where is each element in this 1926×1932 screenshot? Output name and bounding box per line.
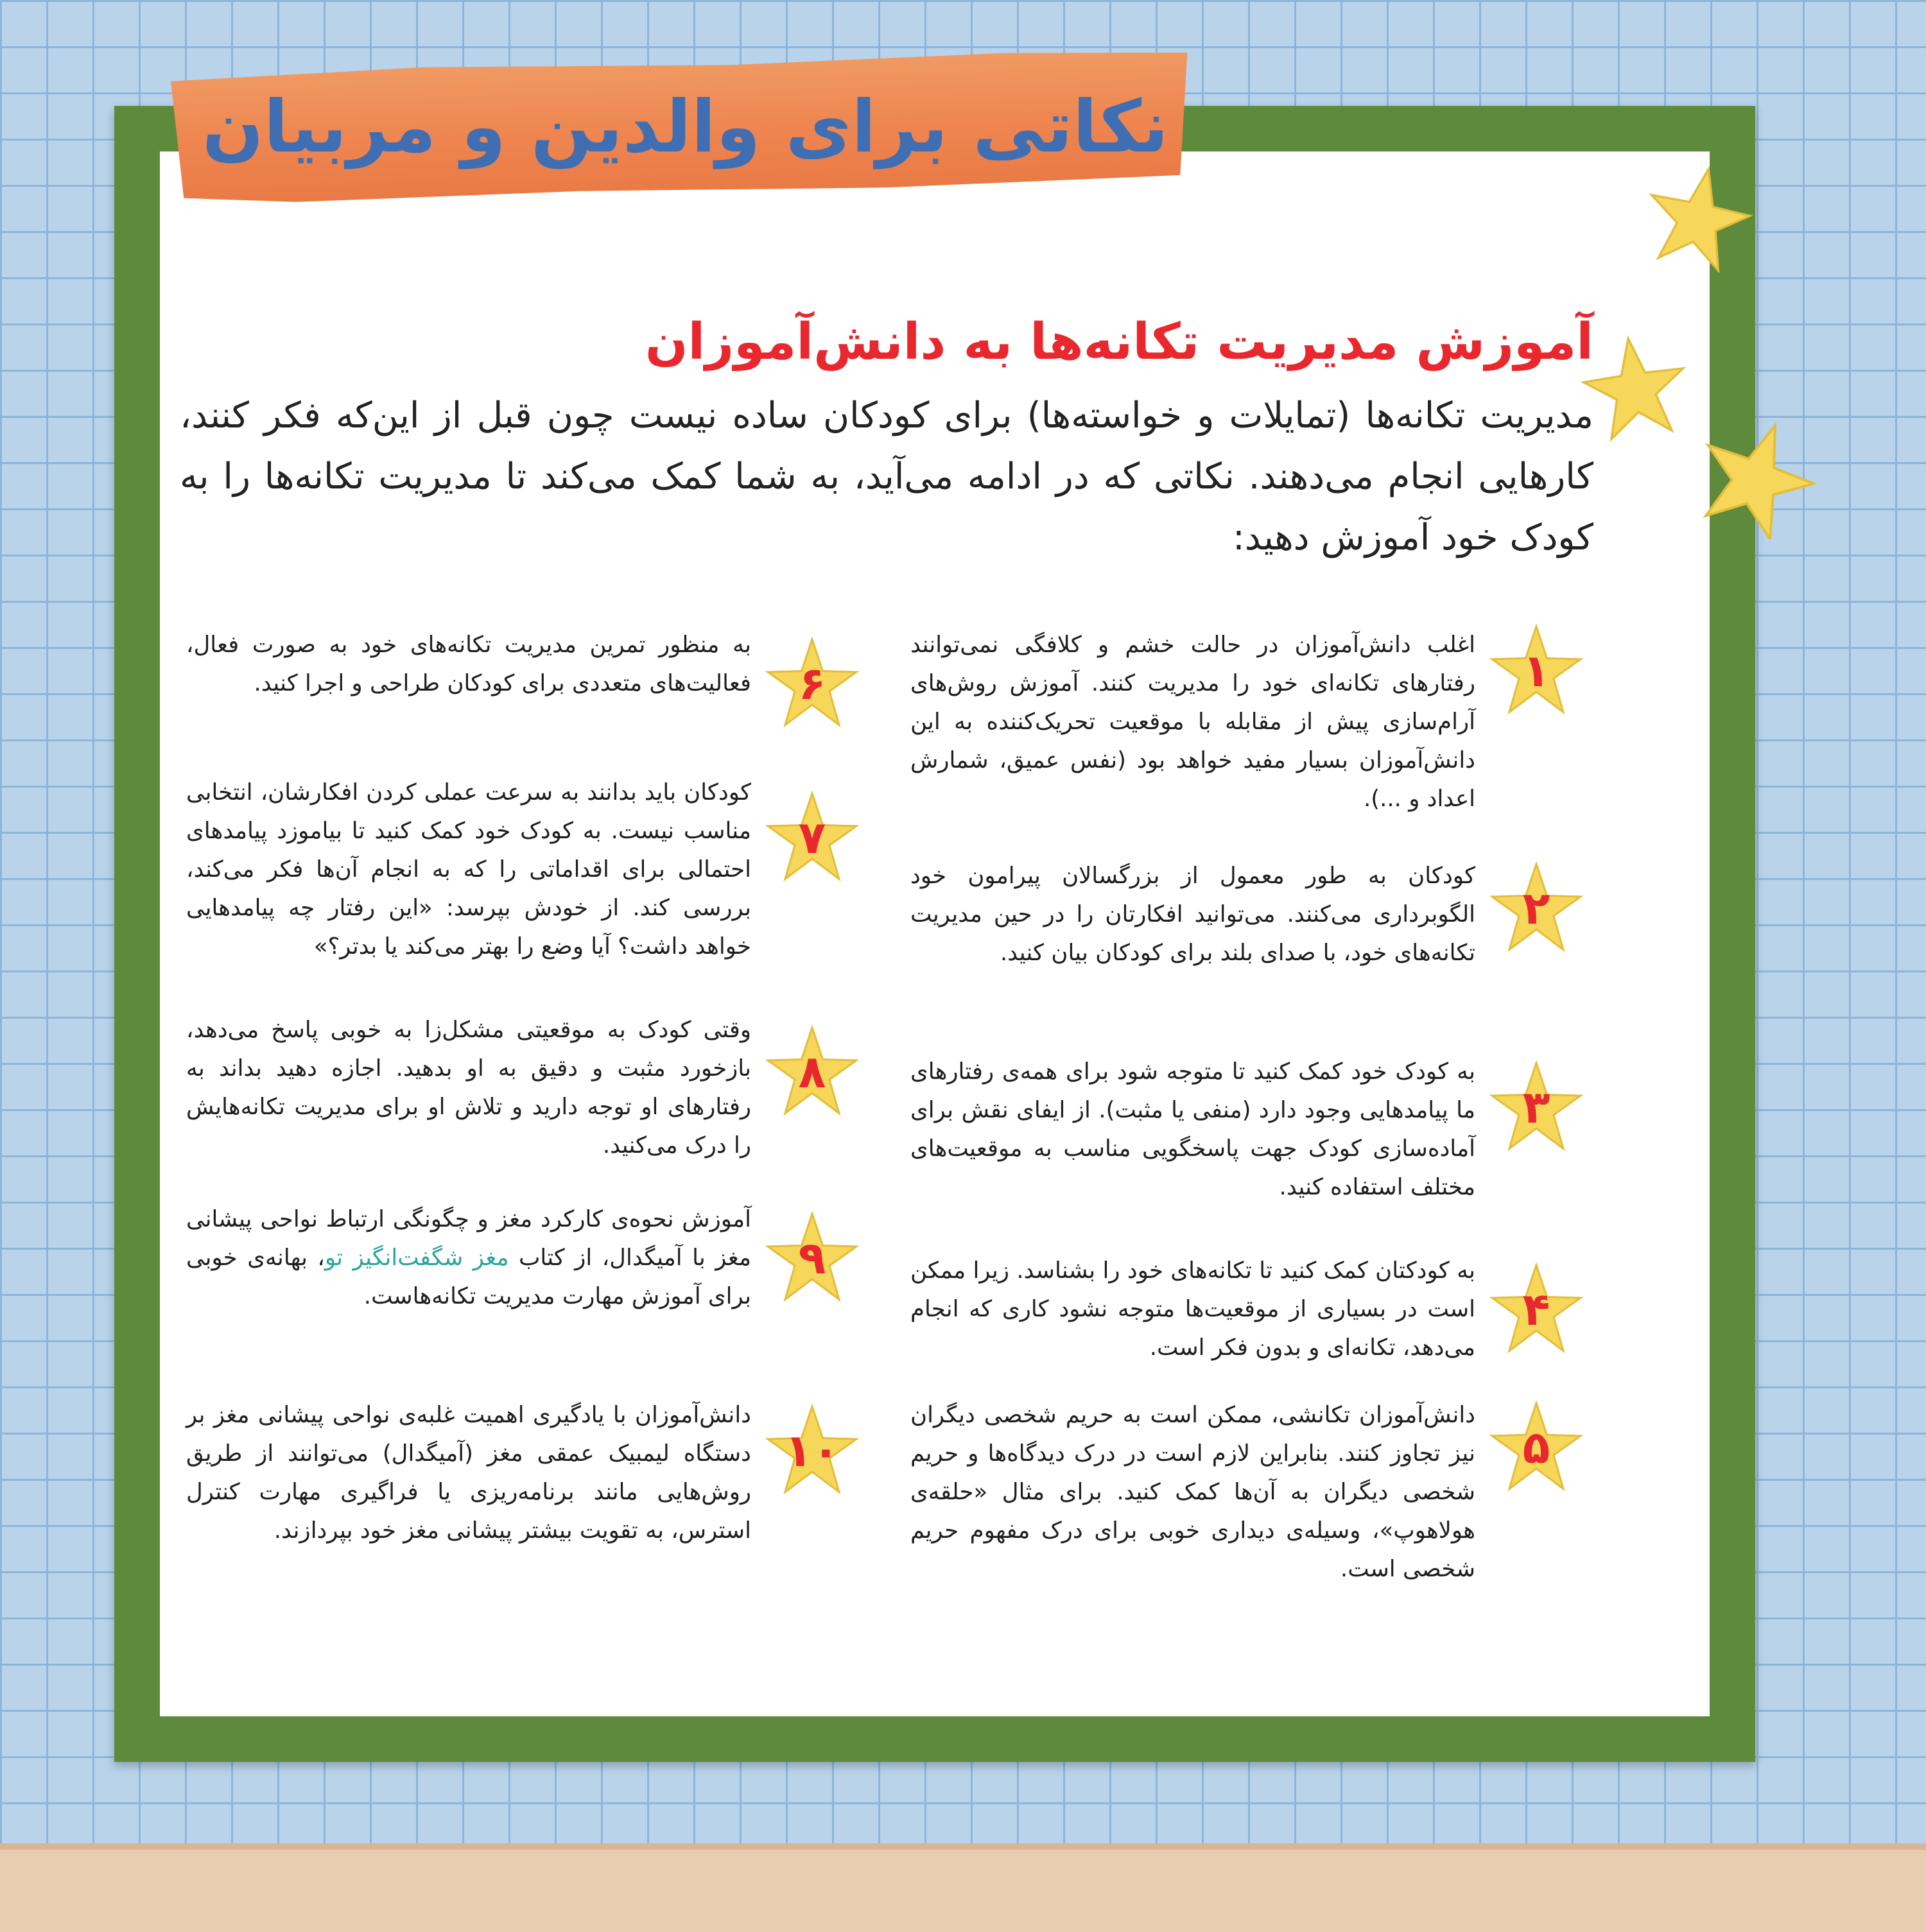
- tip-text-9-after: ، بهانه‌ی خوبی برای آموزش مهارت مدیریت تکانه‌هاست.: [186, 1245, 751, 1309]
- tip-marker-9: [764, 1210, 860, 1306]
- tip-number: ۱۰: [785, 1424, 840, 1477]
- article-title: آموزش مدیریت تکانه‌ها به دانش‌آموزان: [645, 313, 1593, 371]
- tip-number: ۵: [1522, 1421, 1550, 1474]
- tip-text-6: به منظور تمرین مدیریت تکانه‌های خود به صورت فعال، فعالیت‌های متعددی برای کودکان طراحی و اجرا کنید.: [186, 632, 751, 696]
- tip-number: ۶: [798, 657, 826, 710]
- tip-number: ۸: [798, 1046, 826, 1098]
- tip-number: ۷: [798, 811, 826, 864]
- tip-text-8: وقتی کودک به موقعیتی مشکل‌زا به خوبی پاسخ می‌دهد، بازخورد مثبت و دقیق به او بدهید. اجازه دهید بداند به رفتارهای او توجه دارید و تلاش او برای مدیریت تکانه‌هایش را درک می‌کنید.: [186, 1017, 751, 1159]
- tip-text-9-before: آموزش نحوه‌ی کارکرد مغز و چگونگی ارتباط نواحی پیشانی مغز با آمیگدال، از کتاب: [186, 1206, 751, 1271]
- banner-title: نکاتی برای والدین و مربیان: [202, 85, 1168, 169]
- tip-text-5: دانش‌آموزان تکانشی، ممکن است به حریم شخصی دیگران نیز تجاوز کنند. بنابراین لازم است در درک دیدگاه‌ها و حریم شخصی دیگران به آن‌ها کمک کنید. برای مثال «حلقه‌ی هولاهوپ»، وسیله‌ی دیداری خوبی برای درک مفهوم حریم شخصی است.: [910, 1402, 1475, 1582]
- tip-number: ۲: [1522, 882, 1550, 935]
- tip-marker-4: [1488, 1261, 1584, 1358]
- tip-number: ۱: [1522, 644, 1550, 697]
- tip-text-4: به کودکتان کمک کنید تا تکانه‌های خود را بشناسد. زیرا ممکن است در بسیاری از موقعیت‌ها متوجه نشود کاری که انجام می‌دهد، تکانه‌ای و بدون فکر است.: [910, 1257, 1475, 1361]
- book-name: مغز شگفت‌انگیز تو: [324, 1245, 509, 1271]
- tip-marker-7: [764, 789, 860, 886]
- article-intro: مدیریت تکانه‌ها (تمایلات و خواسته‌ها) برای کودکان ساده نیست چون قبل از این‌که فکر کنند، کارهایی انجام می‌دهند. نکاتی که در ادامه می‌آید، به شما کمک می‌کند تا مدیریت تکانه‌ها را به کودک خود آموزش دهید:: [180, 395, 1593, 558]
- tip-text-9: [186, 1200, 751, 1316]
- decorative-star-icon: [1581, 334, 1690, 443]
- decorative-star-icon: [1695, 417, 1817, 539]
- tip-number: ۴: [1522, 1283, 1550, 1336]
- tip-marker-2: [1488, 860, 1584, 956]
- tip-number: ۳: [1522, 1081, 1550, 1134]
- tip-text-1: اغلب دانش‌آموزان در حالت خشم و کلافگی نمی‌توانند رفتارهای تکانه‌ای خود را مدیریت کنند. آموزش روش‌های آرام‌سازی پیش از مقابله با موقعیت تحریک‌کننده به این دانش‌آموزان بسیار مفید خواهد بود (نفس عمیق، شمارش اعداد و ...).: [910, 632, 1475, 812]
- tip-marker-6: [764, 635, 860, 732]
- tip-marker-1: [1488, 623, 1584, 719]
- tip-number: ۹: [798, 1232, 826, 1284]
- tip-text-10: دانش‌آموزان با یادگیری اهمیت غلبه‌ی نواحی پیشانی مغز بر دستگاه لیمبیک عمقی مغز (آمیگدال) می‌توانند از طریق روش‌هایی مانند برنامه‌ریزی یا فراگیری مهارت کنترل استرس، به تقویت بیشتر پیشانی مغز خود بپردازند.: [186, 1402, 751, 1544]
- tip-marker-5: [1488, 1399, 1584, 1496]
- tip-text-7: کودکان باید بدانند به سرعت عملی کردن افکارشان، انتخابی مناسب نیست. به کودک خود کمک کنید تا بیاموزد پیامدهای احتمالی برای اقداماتی را که به انجام آن‌ها فکر می‌کند، بررسی کند. از خودش بپرسد: «این رفتار چه پیامدهایی خواهد داشت؟ آیا وضع را بهتر می‌کند یا بدتر؟»: [186, 779, 751, 960]
- tip-marker-8: [764, 1024, 860, 1120]
- tip-marker-3: [1488, 1059, 1584, 1155]
- floor-strip: [0, 1843, 1926, 1932]
- tip-text-3: به کودک خود کمک کنید تا متوجه شود برای همه‌ی رفتارهای ما پیامدهایی وجود دارد (منفی یا مثبت). از ایفای نقش برای آماده‌سازی کودک جهت پاسخگویی مناسب به موقعیت‌های مختلف استفاده کنید.: [910, 1058, 1475, 1200]
- decorative-star-icon: [1644, 164, 1753, 273]
- tip-marker-10: [764, 1402, 860, 1499]
- tip-text-2: کودکان به طور معمول از بزرگسالان پیرامون خود الگوبرداری می‌کنند. می‌توانید افکارتان را در حین مدیریت تکانه‌های خود، با صدای بلند برای کودکان بیان کنید.: [910, 863, 1475, 966]
